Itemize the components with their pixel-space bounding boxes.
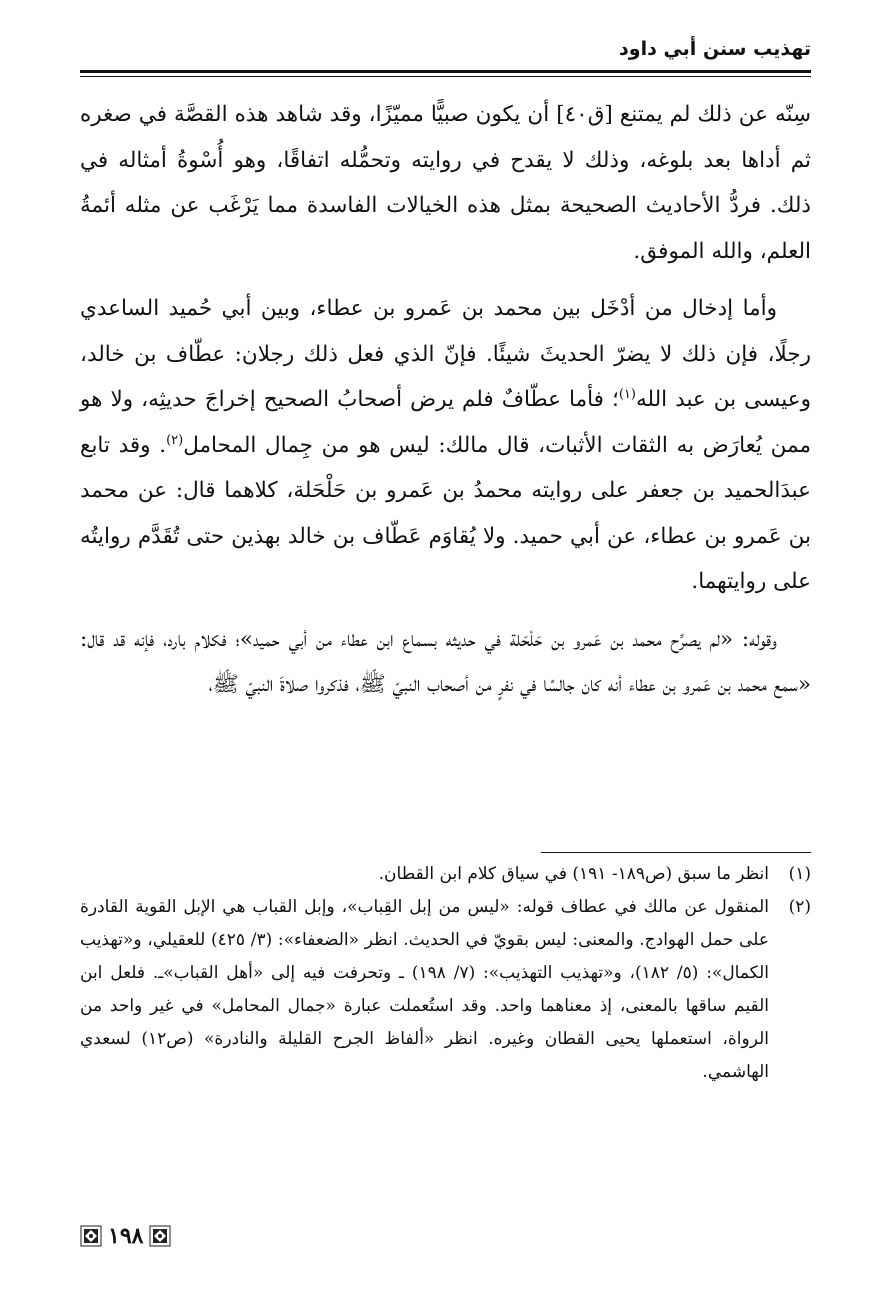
footnote-text: المنقول عن مالك في عطاف قوله: «ليس من إبل القِباب»، وإبل القباب هي الإبل القوية القادرة على حمل الهوادج. والمعنى: ليس بقويّ في الحديث. انظر «الضعفاء»: (٣/ ٤٢٥) للعقيلي، و«تهذيب الكمال»: (٥/ ١٨٢)، و«تهذيب التهذيب»: (٧/ ١٩٨) ـ وتحرفت فيه إلى «أهل القباب»ـ. فلعل ابن القيم ساقها بالمعنى، إذ معناهما واحد. وقد استُعملت عبارة «جمال المحامل» في غير واحد من الرواة، استعملها يحيى القطان وغيره. انظر «ألفاظ الجرح القليلة والنادرة» (ص١٢) لسعدي الهاشمي. <box>80 897 770 1082</box>
footnotes <box>80 858 811 1089</box>
diamond-ornament-icon <box>149 1225 171 1247</box>
header-rule-thick <box>80 70 811 73</box>
footnote-number: (٢) <box>788 897 811 917</box>
paragraph-text: وقوله: «لم يصرِّح محمد بن عَمرو بن حَلْحَلة في حديثه بسماع ابن عطاء من أبي حميد»؛ فكلام بارد، فإنه قد قال: «سمع محمد بن عَمرو بن عطاء أنه كان جالسًا في نفرٍ من أصحاب النبيّ ﷺ، فذكروا صلاةَ النبيّ ﷺ، <box>80 626 811 697</box>
page-number: ١٩٨ <box>108 1223 144 1249</box>
footnote-ref[interactable]: (١) <box>618 386 636 402</box>
running-header <box>80 36 811 70</box>
paragraph-text: . وقد تابع عبدَالحميد بن جعفر على روايته محمدُ بن عَمرو بن حَلْحَلة، كلاهما قال: عن محمد بن عَمرو بن عطاء، عن أبي حميد. ولا يُقاوَم عَطّاف بن خالد بهذين حتى تُقَدَّم روايتُه على روايتهما. <box>80 432 811 594</box>
footnote-ref[interactable]: (٢) <box>166 432 184 448</box>
footnote <box>80 891 811 1089</box>
header-rule-thin <box>80 76 811 77</box>
footnote <box>80 858 811 891</box>
paragraph <box>80 92 811 274</box>
page-footer <box>80 1222 171 1250</box>
book-title: تهذيب سنن أبي داود <box>619 38 811 60</box>
main-text <box>80 92 811 720</box>
footnote-number: (١) <box>788 864 811 884</box>
paragraph-text: ؛ فأما عطّافٌ فلم يرض أصحابُ الصحيح إخراجَ حديثِه، ولا هو ممن يُعارَض به الثقات الأثبات، قال مالك: ليس هو من جِمال المحامل <box>80 387 811 458</box>
paragraph-text: وأما إدخال من أدْخَل بين محمد بن عَمرو بن عطاء، وبين أبي حُميد الساعدي رجلًا، فإن ذلك لا يضرّ الحديثَ شيئًا. فإنّ الذي فعل ذلك رجلان: عطّاف بن خالد، وعيسى بن عبد الله <box>80 296 811 412</box>
footnote-separator <box>541 852 811 853</box>
diamond-ornament-icon <box>80 1225 102 1247</box>
paragraph <box>80 617 811 708</box>
paragraph <box>80 286 811 605</box>
footnote-text: انظر ما سبق (ص١٨٩- ١٩١) في سياق كلام ابن القطان. <box>378 864 769 884</box>
paragraph-text: سِنّه عن ذلك لم يمتنع [ق٤٠] أن يكون صبيًّا مميّزًا، وقد شاهد هذه القصَّة في صغره ثم أداها بعد بلوغه، وذلك لا يقدح في روايته وتحمُّله اتفاقًا، وهو أُسْوةُ أمثاله في ذلك. فردُّ الأحاديث الصحيحة بمثل هذه الخيالات الفاسدة مما يَرْغَب عن مثله أئمةُ العلم، والله الموفق. <box>80 102 811 264</box>
